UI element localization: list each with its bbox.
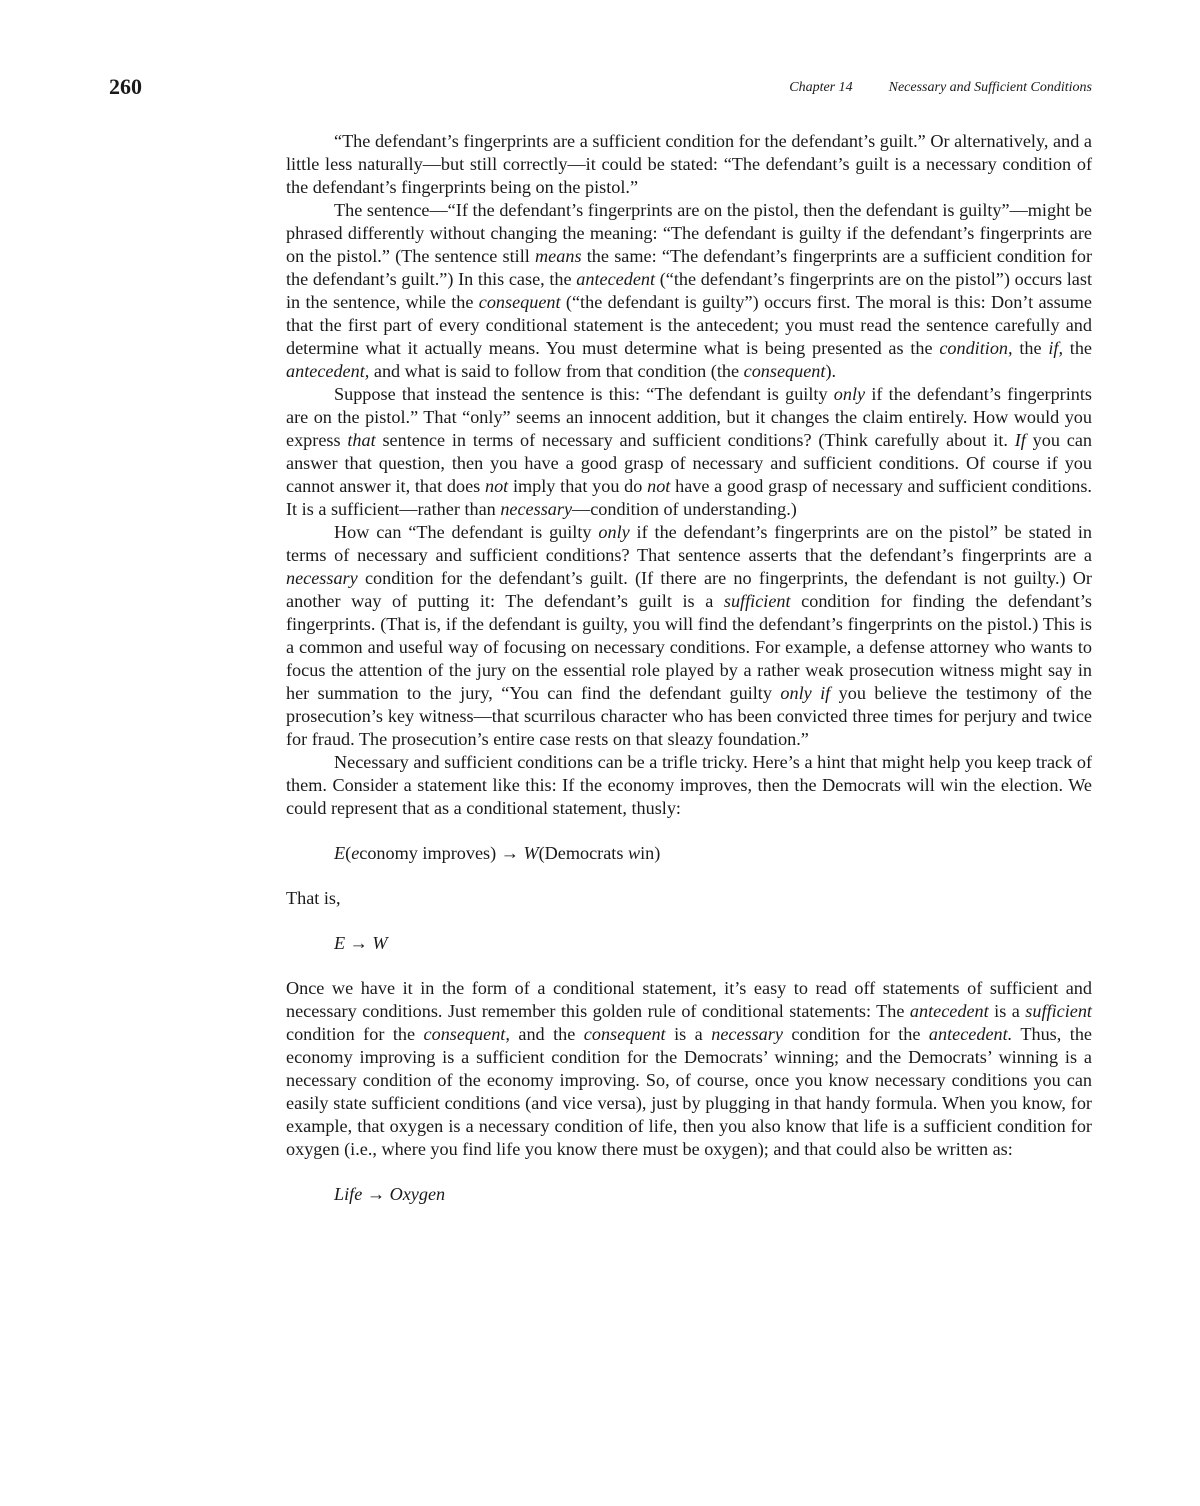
chapter-title: Necessary and Sufficient Conditions bbox=[888, 80, 1092, 95]
page-number: 260 bbox=[109, 74, 142, 99]
paragraph-6: Once we have it in the form of a conditional statement, it’s easy to read off statements of sufficient and necessary conditions. Just remember this golden rule of conditional statements: The antecedent is a sufficient condition for the consequent, and the consequent is a necessary condition for the antecedent. Thus, the economy improving is a sufficient condition for the Democrats’ winning; and the Democrats’ winning is a necessary condition of the economy improving. So, of course, once you know necessary conditions you can easily state sufficient conditions (and vice versa), just by plugging in that handy formula. When you know, for example, that oxygen is a necessary condition of life, then you also know that life is a sufficient condition for oxygen (i.e., where you find life you know there must be oxygen); and that could also be written as: bbox=[286, 978, 1092, 1159]
formula-economy: E(economy improves) → W(Democrats win) bbox=[334, 843, 661, 863]
formula-e-w: E → W bbox=[334, 933, 388, 953]
formula-life-oxygen: Life → Oxygen bbox=[334, 1184, 446, 1204]
paragraph-5: Necessary and sufficient conditions can be a trifle tricky. Here’s a hint that might help you keep track of them. Consider a statement like this: If the economy improves, then the Democrats will win the election. We could represent that as a conditional statement, thusly: bbox=[286, 752, 1092, 818]
body-text bbox=[286, 130, 1092, 1228]
paragraph-3: Suppose that instead the sentence is this: “The defendant is guilty only if the defendant’s fingerprints are on the pistol.” That “only” seems an innocent addition, but it changes the claim entirely. How would you express that sentence in terms of necessary and sufficient conditions? (Think carefully about it. If you can answer that question, then you have a good grasp of necessary and sufficient conditions. Of course if you cannot answer it, that does not imply that you do not have a good grasp of necessary and sufficient conditions. It is a sufficient—rather than necessary—condition of understanding.) bbox=[286, 384, 1093, 519]
paragraph-1: “The defendant’s fingerprints are a sufficient condition for the defendant’s guilt.” Or alternatively, and a little less naturally—but still correctly—it could be stated: “The defendant’s guilt is a necessary condition of the defendant’s fingerprints being on the pistol.” bbox=[286, 131, 1092, 197]
paragraph-4: How can “The defendant is guilty only if the defendant’s fingerprints are on the pistol” be stated in terms of necessary and sufficient conditions? That sentence asserts that the defendant’s fingerprints are a necessary condition for the defendant’s guilt. (If there are no fingerprints, the defendant is not guilty.) Or another way of putting it: The defendant’s guilt is a sufficient condition for finding the defendant’s fingerprints. (That is, if the defendant is guilty, you will find the defendant’s fingerprints on the pistol.) This is a common and useful way of focusing on necessary conditions. For example, a defense attorney who wants to focus the attention of the jury on the essential role played by a rather weak prosecution witness might say in her summation to the jury, “You can find the defendant guilty only if you believe the testimony of the prosecution’s key witness—that scurrilous character who has been convicted three times for perjury and twice for fraud. The prosecution’s entire case rests on that sleazy foundation.” bbox=[286, 522, 1092, 749]
that-is-line: That is, bbox=[286, 888, 341, 908]
paragraph-2: The sentence—“If the defendant’s fingerprints are on the pistol, then the defendant is guilty”—might be phrased differently without changing the meaning: “The defendant is guilty if the defendant’s fingerprints are on the pistol.” (The sentence still means the same: “The defendant’s fingerprints are a sufficient condition for the defendant’s guilt.”) In this case, the antecedent (“the defendant’s fingerprints are on the pistol”) occurs last in the sentence, while the consequent (“the defendant is guilty”) occurs first. The moral is this: Don’t assume that the first part of every conditional statement is the antecedent; you must read the sentence carefully and determine what it actually means. You must determine what is being presented as the condition, the if, the antecedent, and what is said to follow from that condition (the consequent). bbox=[286, 200, 1092, 381]
running-head bbox=[789, 80, 1092, 96]
chapter-label: Chapter 14 bbox=[789, 80, 853, 95]
